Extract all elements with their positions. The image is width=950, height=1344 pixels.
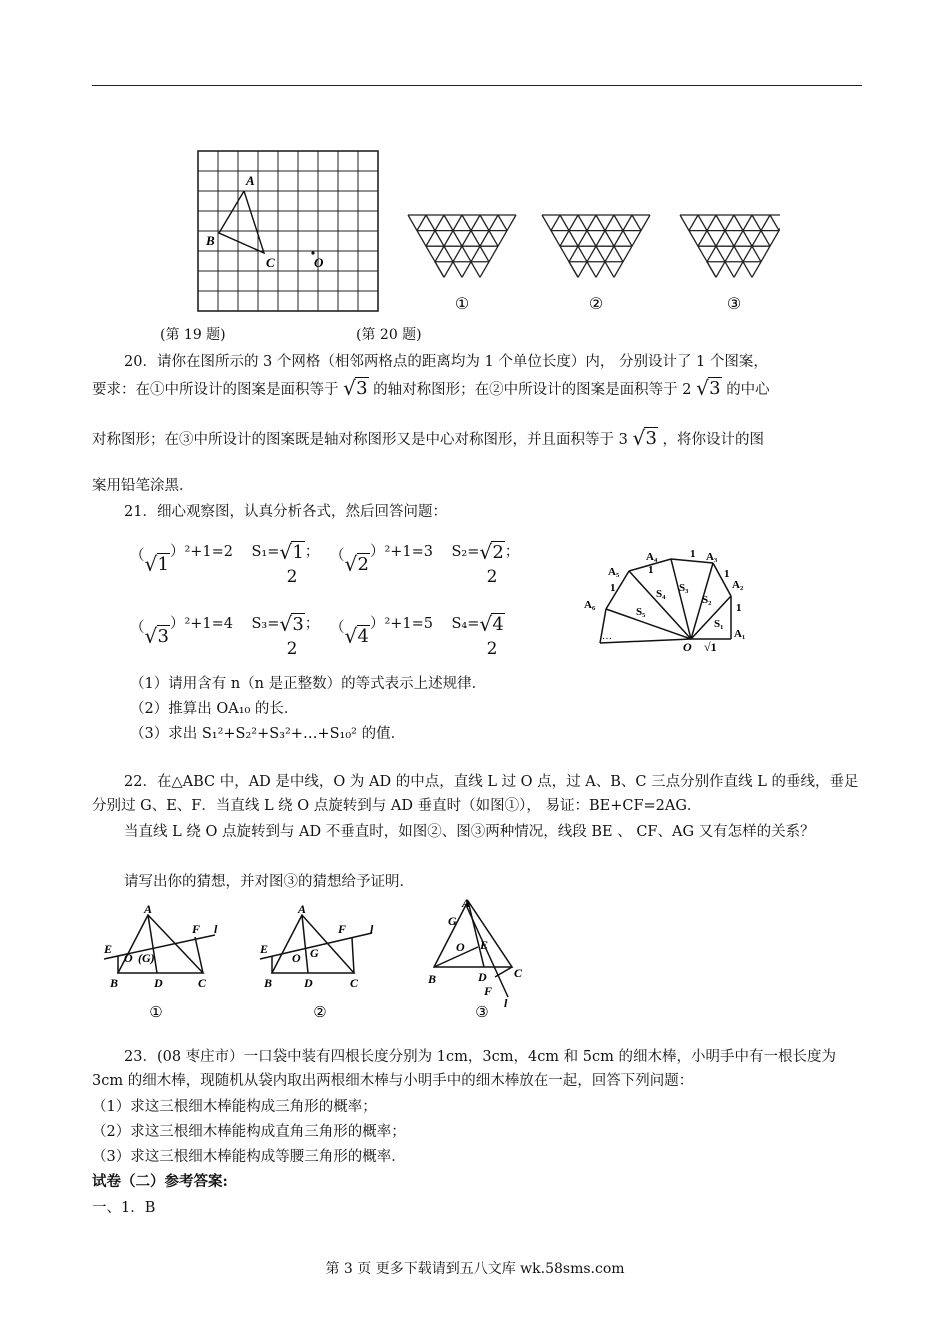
fig22-1-label: E: [104, 942, 113, 956]
fig22-1-label: l: [214, 922, 218, 936]
fig21-label: A₃: [706, 551, 718, 563]
fig22-mark-3: ③: [475, 1005, 489, 1020]
fig20-mark-3: ③: [726, 296, 742, 313]
fig22-mark-1: ①: [149, 1005, 163, 1020]
q21-q2: （2）推算出 OA₁₀ 的长．: [130, 701, 299, 717]
fig22-3-label: E: [480, 938, 489, 952]
formula-end: ；: [304, 544, 320, 560]
fig21-label: O: [683, 640, 692, 654]
figure-21-spiral: [580, 545, 760, 655]
fig22-2-label: A: [298, 902, 307, 916]
tri-grid-line: [569, 262, 578, 278]
formula-paren: （: [330, 548, 345, 564]
tri-grid-line: [632, 215, 641, 231]
answers-title: 试卷（二）参考答案:: [92, 1173, 228, 1190]
fig19-label: A: [246, 173, 255, 188]
tri-grid-line: [435, 262, 444, 278]
q21-formula: [330, 540, 519, 587]
fig21-label: A₂: [732, 579, 744, 591]
formula-s: S₁=: [251, 544, 280, 560]
fig22-2-label: E: [260, 942, 269, 956]
fig22-2-label: G: [310, 946, 319, 960]
formula-paren: （: [130, 548, 145, 564]
q20-text: ，将你设计的图: [662, 432, 765, 448]
formula-s: S₃=: [251, 616, 280, 632]
formula-paren: （: [130, 620, 145, 636]
fig21-label: 1: [610, 582, 616, 594]
formula-end: ；: [304, 616, 320, 632]
formula-fraction: √ 2 2: [479, 542, 504, 587]
formula-fraction: √ 4 2: [479, 614, 504, 659]
q22-p3: 请写出你的猜想，并对图③的猜想给予证明．: [124, 874, 414, 890]
fig21-label: A₆: [584, 599, 596, 611]
page-footer: 第 3 页 更多下载请到五八文库 wk.58sms.com: [325, 1261, 625, 1277]
formula-rest: ）²+1=4: [169, 616, 234, 632]
fig22-2-label: B: [264, 976, 273, 990]
q20-line2: [92, 378, 770, 399]
sqrt-3: √ 3: [696, 378, 721, 399]
fig22-2-label: F: [338, 922, 347, 936]
q23-p1: 23．(08 枣庄市）一口袋中装有四根长度分别为 1cm，3cm，4cm 和 5cm 的细木棒，小明手中有一根长度为 3cm 的细木棒，现随机从袋内取出两根细木棒与小明手中的细木棒放在一起，回答下列问题：: [92, 1049, 836, 1089]
fig22-3-label: A: [462, 896, 471, 910]
fig20-mark-2: ②: [588, 296, 604, 313]
answers-first: 一、1．B: [92, 1200, 156, 1216]
fig21-label: S₁: [714, 618, 724, 630]
fig22-1-label: (G): [138, 951, 155, 965]
q20-text: 的中心: [726, 382, 770, 398]
fig22-3-label: C: [514, 966, 523, 980]
formula-s: S₂=: [451, 544, 480, 560]
formula-paren: （: [330, 620, 345, 636]
q21-intro: 21．细心观察图，认真分析各式，然后回答问题：: [124, 504, 447, 520]
q22-p2: 当直线 L 绕 O 点旋转到与 AD 不垂直时，如图②、图③两种情况，线段 BE 、 CF、AG 又有怎样的关系？: [124, 824, 815, 840]
fig21-label: 1: [690, 548, 696, 560]
caption-20: (第 20 题): [356, 327, 422, 343]
formula-sqrt: √ 3: [145, 626, 170, 647]
fig20-mark-1: ①: [454, 296, 470, 313]
fig21-label: √1: [704, 640, 717, 654]
fig22-2-label: C: [350, 976, 359, 990]
q22-p1: 22．在△ABC 中，AD 是中线，O 为 AD 的中点，直线 L 过 O 点，过 A、B、C 三点分别作直线 L 的垂线，垂足分别过 G、E、F．当直线 L 绕 O 点旋转到与 AD 垂直时（如图①）， 易证：BE+CF=2AG．: [92, 774, 859, 814]
fig21-label: S₃: [679, 582, 689, 594]
fig22-1-label: A: [144, 902, 153, 916]
formula-sqrt: √ 1: [145, 554, 170, 575]
fig22-2-label: D: [304, 976, 313, 990]
formula-s: S₄=: [451, 616, 480, 632]
tri-grid-line: [770, 215, 779, 231]
fig21-label: 1: [724, 568, 730, 580]
q20-text: 的轴对称图形；在②中所设计的图案是面积等于 2: [373, 382, 692, 398]
fig21-label: A₄: [646, 551, 658, 563]
fig22-3-label: D: [478, 970, 487, 984]
q21-formula: [330, 612, 505, 659]
fig21-label: S₄: [656, 588, 666, 600]
fig21-label: S₅: [636, 606, 646, 618]
fig21-label: A₅: [608, 566, 620, 578]
fig22-1-label: B: [110, 976, 119, 990]
fig19-label: C: [266, 255, 275, 270]
fig22-1-label: O: [124, 951, 133, 965]
fig21-label: S₂: [702, 594, 712, 606]
q20-line4: 案用铅笔涂黑．: [92, 478, 194, 494]
q21-q1: （1）请用含有 n（n 是正整数）的等式表示上述规律．: [130, 676, 487, 692]
fig19-label: B: [206, 233, 215, 248]
fig22-2-label: l: [370, 922, 374, 936]
q21-q3: （3）求出 S₁²+S₂²+S₃²+…+S₁₀² 的值．: [130, 726, 406, 742]
sqrt-3: √ 3: [343, 378, 368, 399]
sqrt-3: √ 3: [632, 428, 657, 449]
tri-grid-line: [417, 215, 426, 231]
tri-grid-line: [498, 215, 507, 231]
fig22-3-label: B: [428, 972, 437, 986]
fig19-label: O: [314, 255, 324, 270]
formula-rest: ）²+1=3: [369, 544, 434, 560]
fig22-3-label: l: [504, 996, 508, 1010]
q20-line3: [92, 428, 764, 449]
q20-text: 对称图形；在③中所设计的图案既是轴对称图形又是中心对称图形，并且面积等于 3: [92, 432, 628, 448]
q21-formula: [130, 612, 319, 659]
figure-22-triangles: [100, 895, 540, 1020]
fig22-3-label: O: [456, 940, 465, 954]
fig22-3-label: F: [484, 984, 493, 998]
fig22-2-label: O: [292, 951, 301, 965]
q23-q3: （3）求这三根细木棒能构成等腰三角形的概率．: [92, 1149, 406, 1165]
formula-fraction: √ 1 2: [279, 542, 304, 587]
formula-rest: ）²+1=5: [369, 616, 434, 632]
figure-19-grid: [190, 145, 390, 320]
formula-rest: ）²+1=2: [169, 544, 234, 560]
q20-line1: 20．请你在图所示的 3 个网格（相邻两格点的距离均为 1 个单位长度）内， 分别设计了 1 个图案，: [124, 354, 768, 370]
fig22-3-label: G: [448, 914, 457, 928]
q20-text: 要求：在①中所设计的图案是面积等于: [92, 382, 339, 398]
formula-end: ；: [504, 544, 520, 560]
fig22-1-label: D: [154, 976, 163, 990]
figure-20-grids: [400, 205, 780, 315]
fig22-1-label: C: [198, 976, 207, 990]
q21-formula: [130, 540, 319, 587]
formula-sqrt: √ 4: [345, 626, 370, 647]
fig21-label: …: [602, 631, 612, 642]
fig21-label: A₁: [734, 628, 746, 640]
q23-q1: （1）求这三根细木棒能构成三角形的概率；: [92, 1099, 377, 1115]
fig21-label: 1: [648, 564, 654, 576]
fig22-mark-2: ②: [313, 1005, 327, 1020]
tri-grid-line: [689, 215, 698, 231]
formula-sqrt: √ 2: [345, 554, 370, 575]
fig21-label: 1: [736, 602, 742, 614]
tri-grid-line: [707, 262, 716, 278]
formula-fraction: √ 3 2: [279, 614, 304, 659]
q23-q2: （2）求这三根细木棒能构成直角三角形的概率；: [92, 1124, 406, 1140]
header-rule: [92, 85, 862, 86]
caption-19: (第 19 题): [160, 327, 226, 343]
tri-grid-line: [551, 215, 560, 231]
fig22-1-label: F: [192, 922, 201, 936]
